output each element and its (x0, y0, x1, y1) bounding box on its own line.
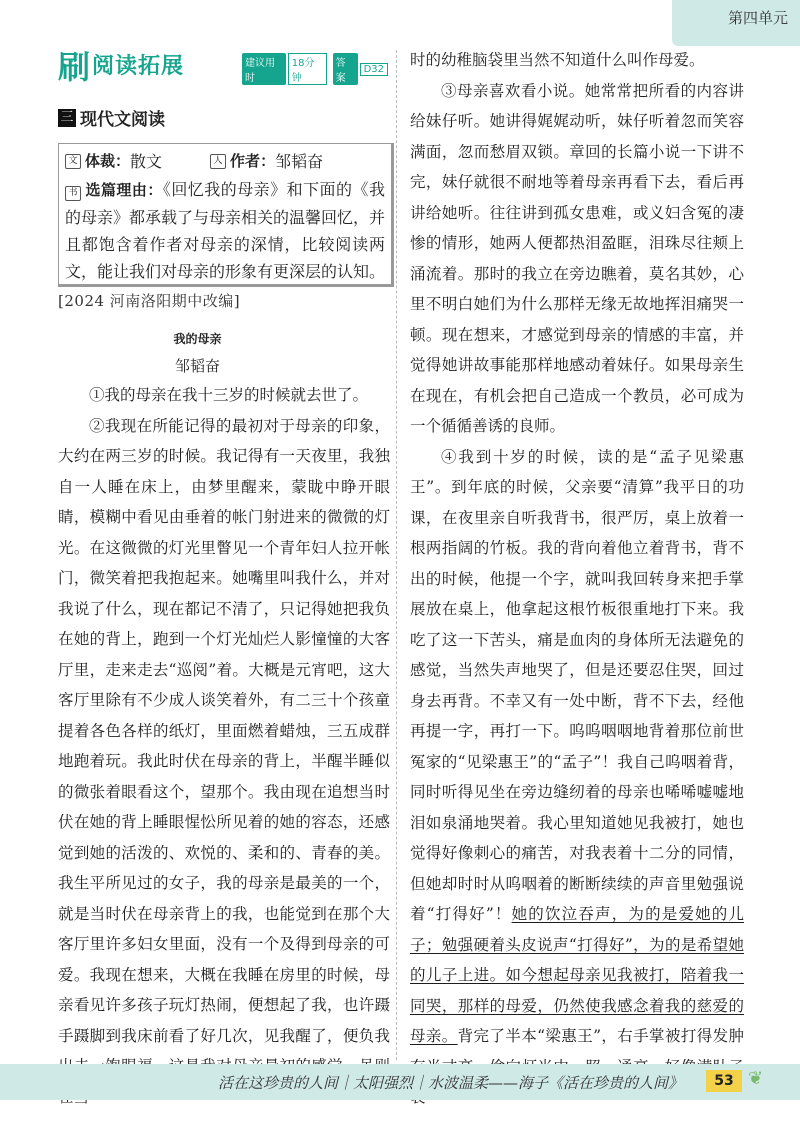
unit-label: 第四单元 (727, 9, 788, 27)
answer-page: D32 (360, 63, 388, 76)
paragraph-2-continued: 时的幼稚脑袋里当然不知道什么叫作母爱。 (410, 51, 705, 69)
article-title: 我的母亲 (173, 332, 222, 346)
reason-label: 选篇理由 (85, 181, 148, 199)
author-value: 邹韬奋 (275, 152, 324, 171)
paragraph-4-tail: 背完了半本“梁惠王”，右手掌被打得发肿 (457, 1027, 744, 1045)
suggest-time: 18分钟 (288, 53, 327, 85)
paragraph-2: ②我现在所能记得的最初对于母亲的印象，大约在两三岁的时候。我记得有一天夜里，我独自一人睡在床上，由梦里醒来，蒙眬中睁开眼睛，模糊中看见由垂着的帐门射进来的微微的灯光。在这微微的灯光里瞥见一个青年妇人拉开帐门，微笑着把我抱起来。她嘴里叫我什么，并对我说了什么，现在都记不清了，只记得她把我负在她的背上，跑到一个灯光灿烂人影憧憧的大客厅里，走来走去“巡阅”着。大概是元宵吧，这大客厅里除有不少成人谈笑着外，有二三十个孩童提着各色各样的纸灯，里面燃着蜡烛，三五成群地跑着玩。我此时伏在母亲的背上，半醒半睡似的微张着眼看这个，望那个。我由现在追想当时伏在她的背上睡眼惺忪所见着的她的容态，还感觉到她的活泼的、欢悦的、柔和的、青春的美。我生平所见过的女子，我的母亲是最美的一个，就是当时伏在母亲背上的我，也能觉到在那个大客厅里许多妇女里面，没有一个及得到母亲的可爱。我现在想来，大概在我睡在房里的时候，母亲看见许多孩子玩灯热闹，便想起了我，也许蹑手蹑脚到我床前看了好几次，见我醒了，便负我 (58, 416, 390, 1045)
section-header (58, 50, 388, 84)
genre-label: 体裁 (85, 152, 116, 170)
left-column (58, 380, 390, 1112)
author-label: 作者 (230, 152, 261, 170)
section-title (58, 105, 165, 130)
footer-slogan: 活在这珍贵的人间｜太阳强烈｜水波温柔——海子《活在珍贵的人间》 (218, 1074, 684, 1092)
brush-logo: 刷 (58, 48, 91, 86)
author-icon: 人 (210, 154, 226, 169)
genre-icon: 文 (65, 154, 81, 169)
footer-bar (0, 1064, 800, 1100)
unit-tab (672, 0, 800, 46)
right-column (410, 45, 744, 1113)
reason-text: 《回忆我的母亲》和下面的《我的母亲》都承载了与母亲相关的温馨回忆，并且都饱含着作者对母亲的深情，比较阅读两文，能让我们对母亲的形象有更深层的认知。 (65, 180, 386, 281)
paragraph-4-text: ④我到十岁的时候，读的是“孟子见梁惠王”。到年底的时候，父亲要“清算”我平日的功课，在夜里亲自听我背书，很严厉，桌上放着一根两指阔的竹板。我的背向着他立着背书，背不出的时候，他提一个字，就叫我回转身来把手掌展放在桌上，他拿起这根竹板很重地打下来。我吃了这一下苦头，痛是血肉的身体所无法避免的感觉，当然失声地哭了，但是还要忍住哭，回过身去再背。不幸又有一处中断，背不下去，经他再提一字，再打一下。呜呜咽咽地背着那位前世冤家的“见梁惠王”的“孟子”！我自己呜咽着背，同时听得见坐在旁边缝纫着的母亲也唏唏嘘嘘地泪如泉涌地哭着。我心里知道她见我被打，她也觉得好像刺心的痛苦，对我表着十二分的同情，但她却时时从呜咽着的断断续续的声音里勉强说着“打得好”！ (410, 447, 744, 923)
section-title-text: 现代文阅读 (80, 110, 165, 130)
reason: 书 选篇理由：《回忆我的母亲》和下面的《我的母亲》都承载了与母亲相关的温馨回忆，并且都饱含着作者对母亲的深情，比较阅读两文，能让我们对母亲的形象有更深层的认知。 (65, 180, 386, 281)
article-author: 邹韬奋 (174, 357, 220, 375)
paragraph-4 (410, 442, 744, 1113)
page-number: 53 (706, 1070, 742, 1092)
genre-value: 散文 (130, 152, 163, 171)
suggest-time-info (242, 58, 388, 84)
info-row: 文 体裁 ： 散文 人 作者 ： 邹韬奋 (65, 148, 323, 175)
header-title: 阅读拓展 (92, 54, 185, 79)
leaf-icon: ❦ (748, 1068, 764, 1089)
answer-label: 答案 (333, 53, 358, 85)
underlined-sentence: 她的饮泣吞声，为的是爱她的儿子；勉强硬着头皮说声“打得好”，为的是希望她的儿子上进。如今想起母亲见我被打，陪着我一同哭，那样的母爱，仍然使我感念着我的慈爱的母亲。 (410, 905, 744, 1045)
section-number: 三 (58, 109, 76, 127)
column-divider (396, 50, 397, 1060)
suggest-label: 建议用时 (242, 53, 286, 85)
paragraph-3: ③母亲喜欢看小说。她常常把所看的内容讲给妹仔听。她讲得娓娓动听，妹仔听着忽而笑容满面，忽而愁眉双锁。章回的长篇小说一下讲不完，妹仔就很不耐地等着母亲再看下去，看后再讲给她听。往往讲到孤女患难，或义妇含冤的凄惨的情形，她两人便都热泪盈眶，泪珠尽往颊上涌流着。那时的我立在旁边瞧着，莫名其妙，心里不明白她们为什么那样无缘无故地挥泪痛哭一顿。现在想来，才感觉到母亲的情感的丰富，并觉得她讲故事能那样地感动着妹仔。如果母亲生在现在，有机会把自己造成一个教员，必可成为一个循循善诱的良师。 (410, 81, 744, 435)
source-note: [2024 河南洛阳期中改编] (58, 292, 241, 310)
info-box (58, 143, 394, 287)
paragraph-1: ①我的母亲在我十三岁的时候就去世了。 (89, 386, 369, 404)
reason-icon: 书 (65, 186, 81, 201)
